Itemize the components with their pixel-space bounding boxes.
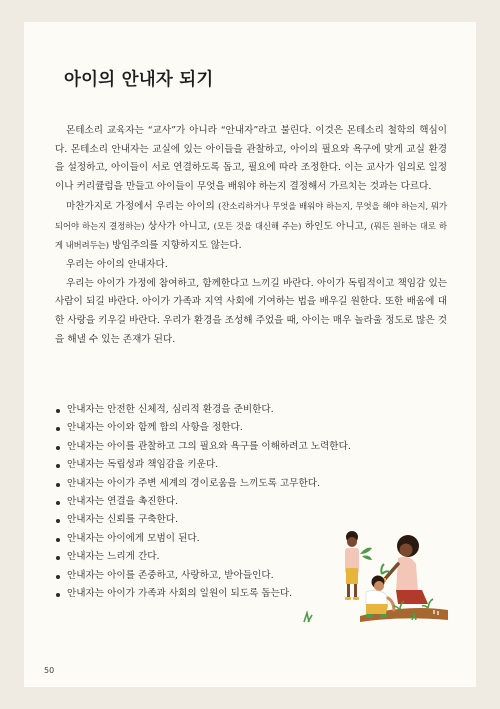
paragraph-2-aside-3: (뭐든 원하는 대로 하게 내버려두는) xyxy=(55,220,447,251)
list-item: 안내자는 아이가 주변 세계의 경이로움을 느끼도록 고무한다. xyxy=(54,475,354,493)
paragraph-4: 우리는 아이가 가정에 참여하고, 함께한다고 느끼길 바란다. 아이가 독립적이고 책임감 있는 사람이 되길 바란다. 아이가 가족과 지역 사회에 기여하는 법을 배우길 원한다. 또한 배움에 대한 사랑을 키우길 바란다. 우리가 환경을 조성해 주었을 때, 아이는 매우 놀라울 정도로 많은 것을 해낼 수 있는 존재가 된다. xyxy=(55,277,447,345)
book-page xyxy=(24,22,476,687)
body-text xyxy=(55,122,447,349)
list-item: 안내자는 독립성과 책임감을 키운다. xyxy=(54,456,354,474)
list-item: 안내자는 아이를 존중하고, 사랑하고, 받아들인다. xyxy=(54,567,354,585)
paragraph-2-part-c: 상사가 아니고, xyxy=(144,220,214,232)
gardening-family-illustration xyxy=(300,504,450,629)
grass-tuft-icon xyxy=(304,613,312,622)
paragraph-2-part-g: 방임주의를 지향하지도 않는다. xyxy=(108,240,242,252)
list-item: 안내자는 신뢰를 구축한다. xyxy=(54,511,354,529)
paragraph-3: 우리는 아이의 안내자다. xyxy=(66,258,168,270)
list-item: 안내자는 아이를 관찰하고 그의 필요와 욕구를 이해하려고 노력한다. xyxy=(54,438,354,456)
list-item: 안내자는 아이에게 모범이 된다. xyxy=(54,530,354,548)
list-item: 안내자는 아이가 가족과 사회의 일원이 되도록 돕는다. xyxy=(54,585,354,603)
paragraph-2-part-e: 하인도 아니고, xyxy=(301,220,371,232)
standing-girl-figure xyxy=(345,531,372,600)
list-item: 안내자는 느리게 간다. xyxy=(54,548,354,566)
list-item: 안내자는 연결을 촉진한다. xyxy=(54,493,354,511)
paragraph-2 xyxy=(55,197,447,256)
paragraph-2-aside-1: (잔소리하거나 무엇을 배워야 하는지, 무엇을 해야 하는지, 뭐가 되어야 하는지 결정하는) xyxy=(55,200,447,231)
page-number: 50 xyxy=(44,666,55,675)
page-title: 아이의 안내자 되기 xyxy=(64,70,214,90)
list-item: 안내자는 안전한 신체적, 심리적 환경을 준비한다. xyxy=(54,401,354,419)
paragraph-1: 몬테소리 교육자는 “교사”가 아니라 “안내자”라고 불린다. 이것은 몬테소리 철학의 핵심이다. 몬테소리 안내자는 교실에 있는 아이들을 관찰하고, 아이의 필요와 욕구에 맞게 교실 환경을 설정하고, 아이들이 서로 연결하도록 돕고, 필요에 따라 조정한다. 이는 교사가 임의로 일정이나 커리큘럼을 만들고 아이들이 무엇을 배워야 하는지 결정해서 가르치는 것과는 다르다. xyxy=(55,125,447,193)
paragraph-2-aside-2: (모든 것을 대신해 주는) xyxy=(213,220,302,231)
list-item: 안내자는 아이와 함께 합의 사항을 정한다. xyxy=(54,419,354,437)
paragraph-2-part-a: 마찬가지로 가정에서 우리는 아이의 xyxy=(66,200,219,212)
